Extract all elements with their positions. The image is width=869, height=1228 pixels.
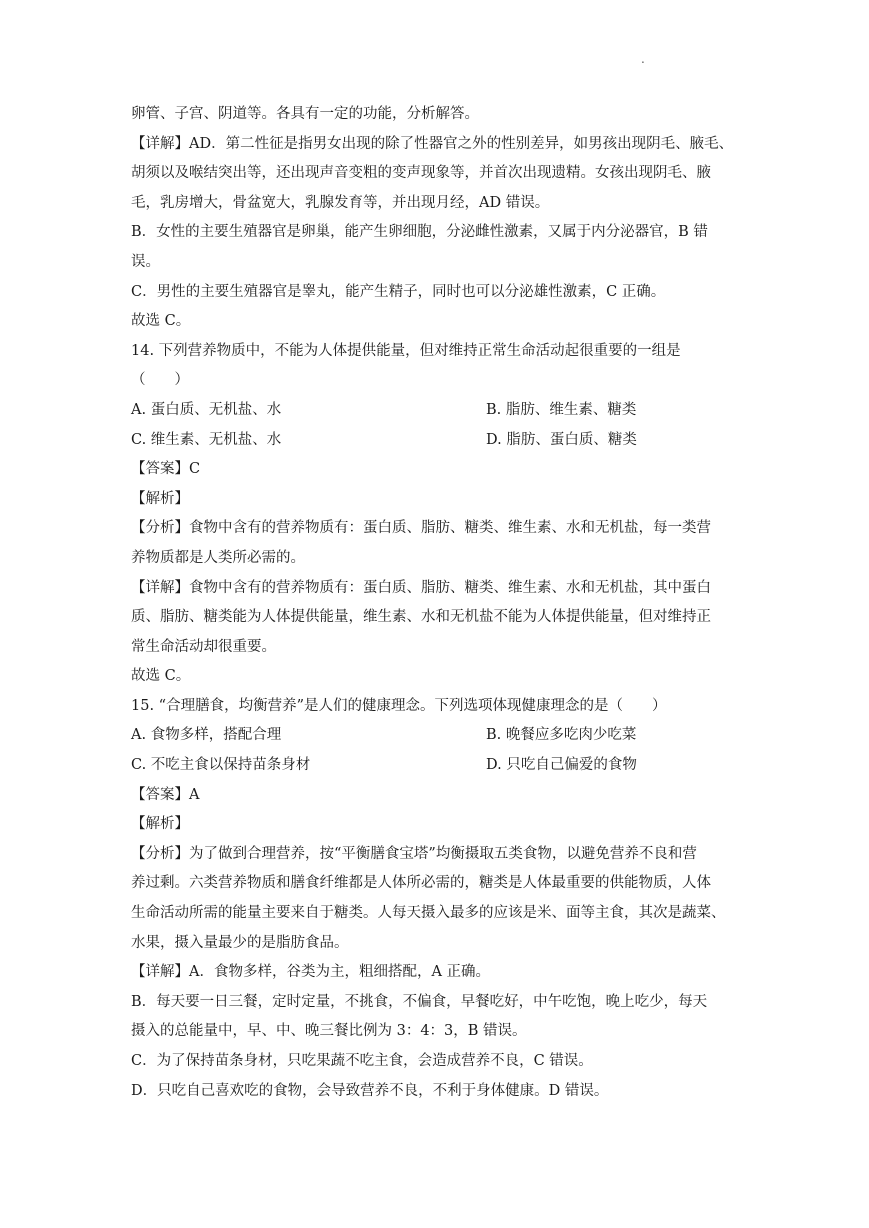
analysis-line: 【分析】食物中含有的营养物质有：蛋白质、脂肪、糖类、维生素、水和无机盐，每一类营 (131, 520, 711, 537)
option-c: C. 维生素、无机盐、水 (131, 431, 282, 448)
text-line: 毛，乳房增大，骨盆宽大，乳腺发育等，并出现月经，AD 错误。 (131, 194, 550, 211)
option-d: D. 脂肪、蛋白质、糖类 (486, 431, 637, 448)
question-stem: 14. 下列营养物质中，不能为人体提供能量，但对维持正常生命活动起很重要的一组是 (131, 342, 681, 359)
option-row (131, 426, 751, 456)
answer-line: 【答案】C (131, 461, 201, 478)
detail-line: 常生命活动却很重要。 (131, 638, 276, 655)
detail-line: 【详解】食物中含有的营养物质有：蛋白质、脂肪、糖类、维生素、水和无机盐，其中蛋白 (131, 579, 711, 596)
detail-line: 摄入的总能量中，早、中、晚三餐比例为 3：4：3，B 错误。 (131, 1023, 527, 1040)
option-a: A. 食物多样，搭配合理 (131, 727, 282, 744)
text-line: 【详解】AD．第二性征是指男女出现的除了性器官之外的性别差异，如男孩出现阴毛、腋毛、 (131, 135, 734, 152)
detail-line: 故选 C。 (131, 668, 191, 685)
analysis-line: 水果，摄入量最少的是脂肪食品。 (131, 934, 349, 951)
option-row (131, 396, 751, 426)
question-stem: 15. “合理膳食，均衡营养”是人们的健康理念。下列选项体现健康理念的是（ ） (131, 697, 667, 714)
answer-line: 【答案】A (131, 786, 200, 803)
option-a: A. 蛋白质、无机盐、水 (131, 401, 282, 418)
question-14 (131, 337, 751, 692)
option-row (131, 751, 751, 781)
analysis-line: 养物质都是人类所必需的。 (131, 549, 305, 566)
question-15 (131, 692, 751, 1106)
analysis-line: 生命活动所需的能量主要来自于糖类。人每天摄入最多的应该是米、面等主食，其次是蔬菜、 (131, 905, 726, 922)
question-stem-bracket: （ ） (131, 372, 189, 389)
text-line: 故选 C。 (131, 313, 191, 330)
option-row (131, 721, 751, 751)
text-line: 胡须以及喉结突出等，还出现声音变粗的变声现象等，并首次出现遗精。女孩出现阴毛、腋 (131, 165, 711, 182)
text-line: C．男性的主要生殖器官是睾丸，能产生精子，同时也可以分泌雄性激素，C 正确。 (131, 283, 666, 300)
analysis-line: 养过剩。六类营养物质和膳食纤维都是人体所必需的，糖类是人体最重要的供能物质，人体 (131, 875, 711, 892)
option-c: C. 不吃主食以保持苗条身材 (131, 757, 311, 774)
detail-line: B．每天要一日三餐，定时定量，不挑食，不偏食，早餐吃好，中午吃饱，晚上吃少，每天 (131, 993, 708, 1010)
text-line: 误。 (131, 253, 160, 270)
text-line: 卵管、子宫、阴道等。各具有一定的功能，分析解答。 (131, 106, 479, 122)
detail-line: 【详解】A．食物多样，谷类为主，粗细搭配，A 正确。 (131, 964, 491, 981)
text-line: B．女性的主要生殖器官是卵巢，能产生卵细胞，分泌雌性激素，又属于内分泌器官，B 错 (131, 224, 708, 241)
header-dot: . (641, 52, 645, 66)
detail-line: C．为了保持苗条身材，只吃果蔬不吃主食，会造成营养不良，C 错误。 (131, 1053, 593, 1069)
analysis-line: 【分析】为了做到合理营养，按“平衡膳食宝塔”均衡摄取五类食物，以避免营养不良和营 (131, 845, 697, 862)
detail-line: 质、脂肪、糖类能为人体提供能量，维生素、水和无机盐不能为人体提供能量，但对维持正 (131, 609, 711, 626)
detail-line: D．只吃自己喜欢吃的食物，会导致营养不良，不利于身体健康。D 错误。 (131, 1082, 609, 1099)
option-b: B. 脂肪、维生素、糖类 (486, 401, 637, 418)
document-body (131, 100, 751, 1106)
option-d: D. 只吃自己偏爱的食物 (486, 757, 637, 774)
jiexi-heading: 【解析】 (131, 490, 189, 507)
jiexi-heading: 【解析】 (131, 816, 189, 833)
option-b: B. 晚餐应多吃肉少吃菜 (486, 727, 637, 744)
